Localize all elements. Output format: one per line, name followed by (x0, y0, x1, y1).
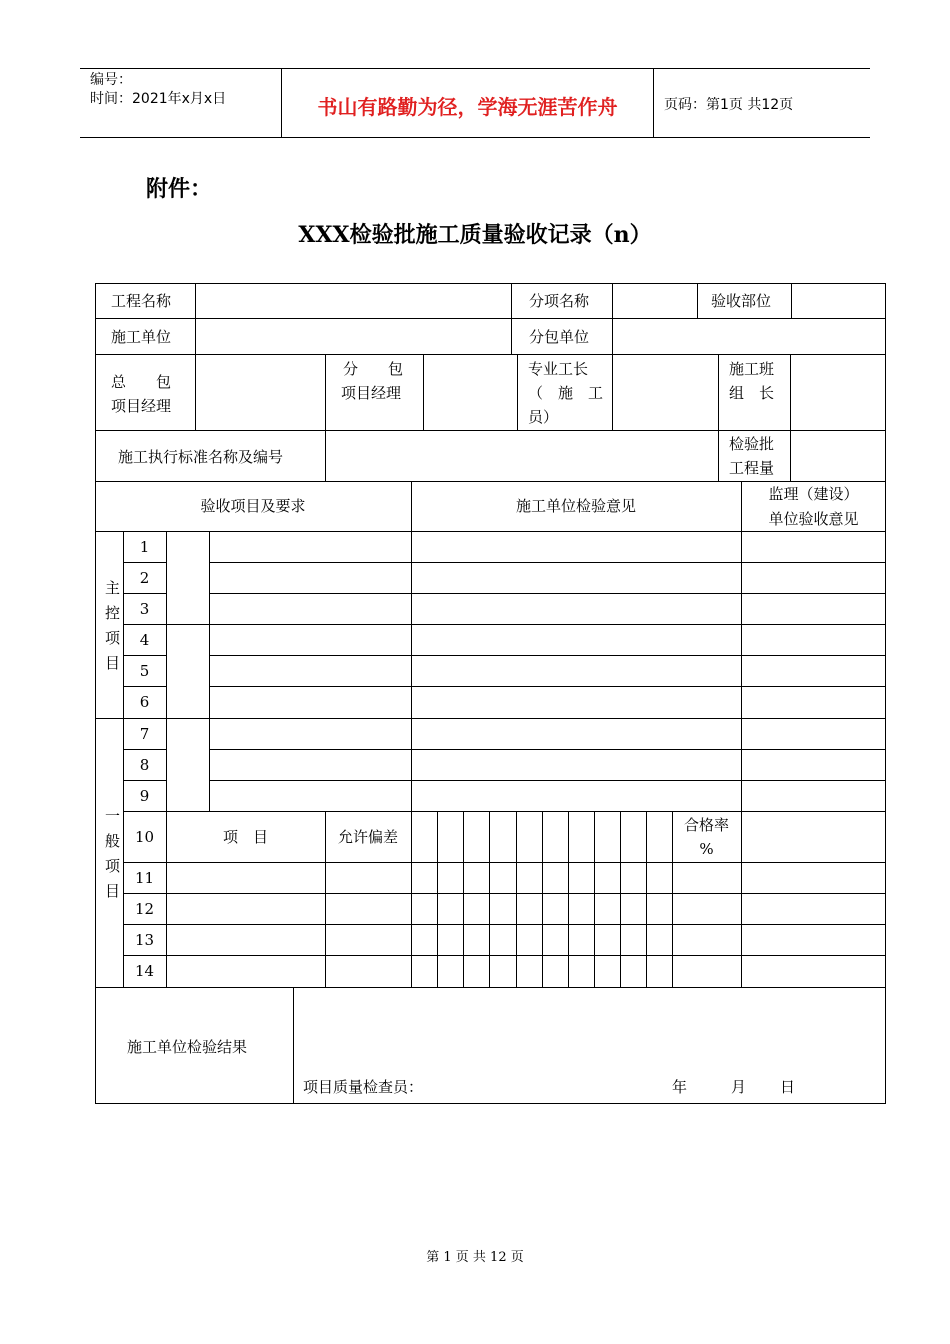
row-number: 3 (139, 600, 150, 618)
motto-text: 书山有路勤为径，学海无涯苦作舟 (317, 95, 618, 119)
month-label: 月 (731, 1078, 747, 1096)
acceptance-part-label: 验收部位 (711, 292, 772, 310)
row-number: 5 (139, 662, 150, 680)
row-number: 9 (139, 787, 150, 805)
inspection-result-label: 施工单位检验结果 (127, 1038, 248, 1056)
batch-quantity-label-1: 检验批 (729, 435, 775, 453)
row-number: 1 (139, 538, 150, 556)
items-requirements-header: 验收项目及要求 (200, 497, 306, 515)
general-items-char-3: 项 (105, 857, 121, 875)
general-items-char-2: 般 (105, 832, 121, 850)
main-control-char-1: 主 (105, 579, 121, 597)
team-leader-label-2: 组 长 (729, 384, 775, 402)
item-header: 项 目 (222, 828, 268, 846)
subcontract-unit-label: 分包单位 (529, 328, 590, 346)
batch-quantity-label-2: 工程量 (729, 459, 775, 477)
standard-label: 施工执行标准名称及编号 (118, 448, 284, 466)
row-number: 14 (134, 962, 155, 980)
year-label: 年 (672, 1078, 688, 1096)
foreman-label-2: （ 施 工 (528, 384, 604, 402)
general-items-char-4: 目 (105, 882, 121, 900)
foreman-label-3: 员） (528, 408, 559, 426)
number-label: 编号： (90, 72, 132, 88)
row-number: 7 (139, 725, 150, 743)
foreman-label-1: 专业工长 (528, 360, 589, 378)
main-control-char-2: 控 (105, 604, 121, 622)
project-name-label: 工程名称 (111, 292, 172, 310)
attachment-label: 附件： (146, 177, 213, 202)
row-number: 4 (139, 631, 150, 649)
general-manager-label-1: 总 包 (111, 373, 172, 391)
quality-inspector-label: 项目质量检查员： (303, 1078, 424, 1096)
supervisor-header-2: 单位验收意见 (768, 510, 859, 528)
row-number: 6 (139, 693, 150, 711)
row-number: 10 (134, 828, 155, 846)
row-number: 13 (134, 931, 155, 949)
page-info: 页码：第1页 共12页 (664, 97, 794, 113)
supervisor-header-1: 监理（建设） (768, 485, 859, 503)
tolerance-header: 允许偏差 (337, 828, 398, 846)
team-leader-label-1: 施工班 (729, 360, 775, 378)
day-label: 日 (780, 1078, 796, 1096)
sub-item-name-label: 分项名称 (529, 292, 590, 310)
time-label: 时间：2021年x月x日 (90, 91, 227, 107)
row-number: 8 (139, 756, 150, 774)
pass-rate-header-2: % (699, 840, 714, 858)
construction-unit-label: 施工单位 (111, 328, 172, 346)
sub-pm-label-1: 分 包 (343, 360, 404, 378)
page-footer: 第 1 页 共 12 页 (426, 1250, 524, 1265)
main-control-char-4: 目 (105, 654, 121, 672)
row-number: 12 (134, 900, 155, 918)
general-manager-label-2: 项目经理 (111, 397, 172, 415)
unit-opinion-header: 施工单位检验意见 (515, 497, 636, 515)
pass-rate-header-1: 合格率 (683, 816, 729, 834)
row-number: 11 (134, 869, 155, 887)
page-title: XXX检验批施工质量验收记录（n） (298, 222, 652, 248)
row-number: 2 (139, 569, 150, 587)
main-control-char-3: 项 (105, 629, 121, 647)
general-items-char-1: 一 (105, 807, 121, 825)
sub-pm-label-2: 项目经理 (341, 384, 402, 402)
